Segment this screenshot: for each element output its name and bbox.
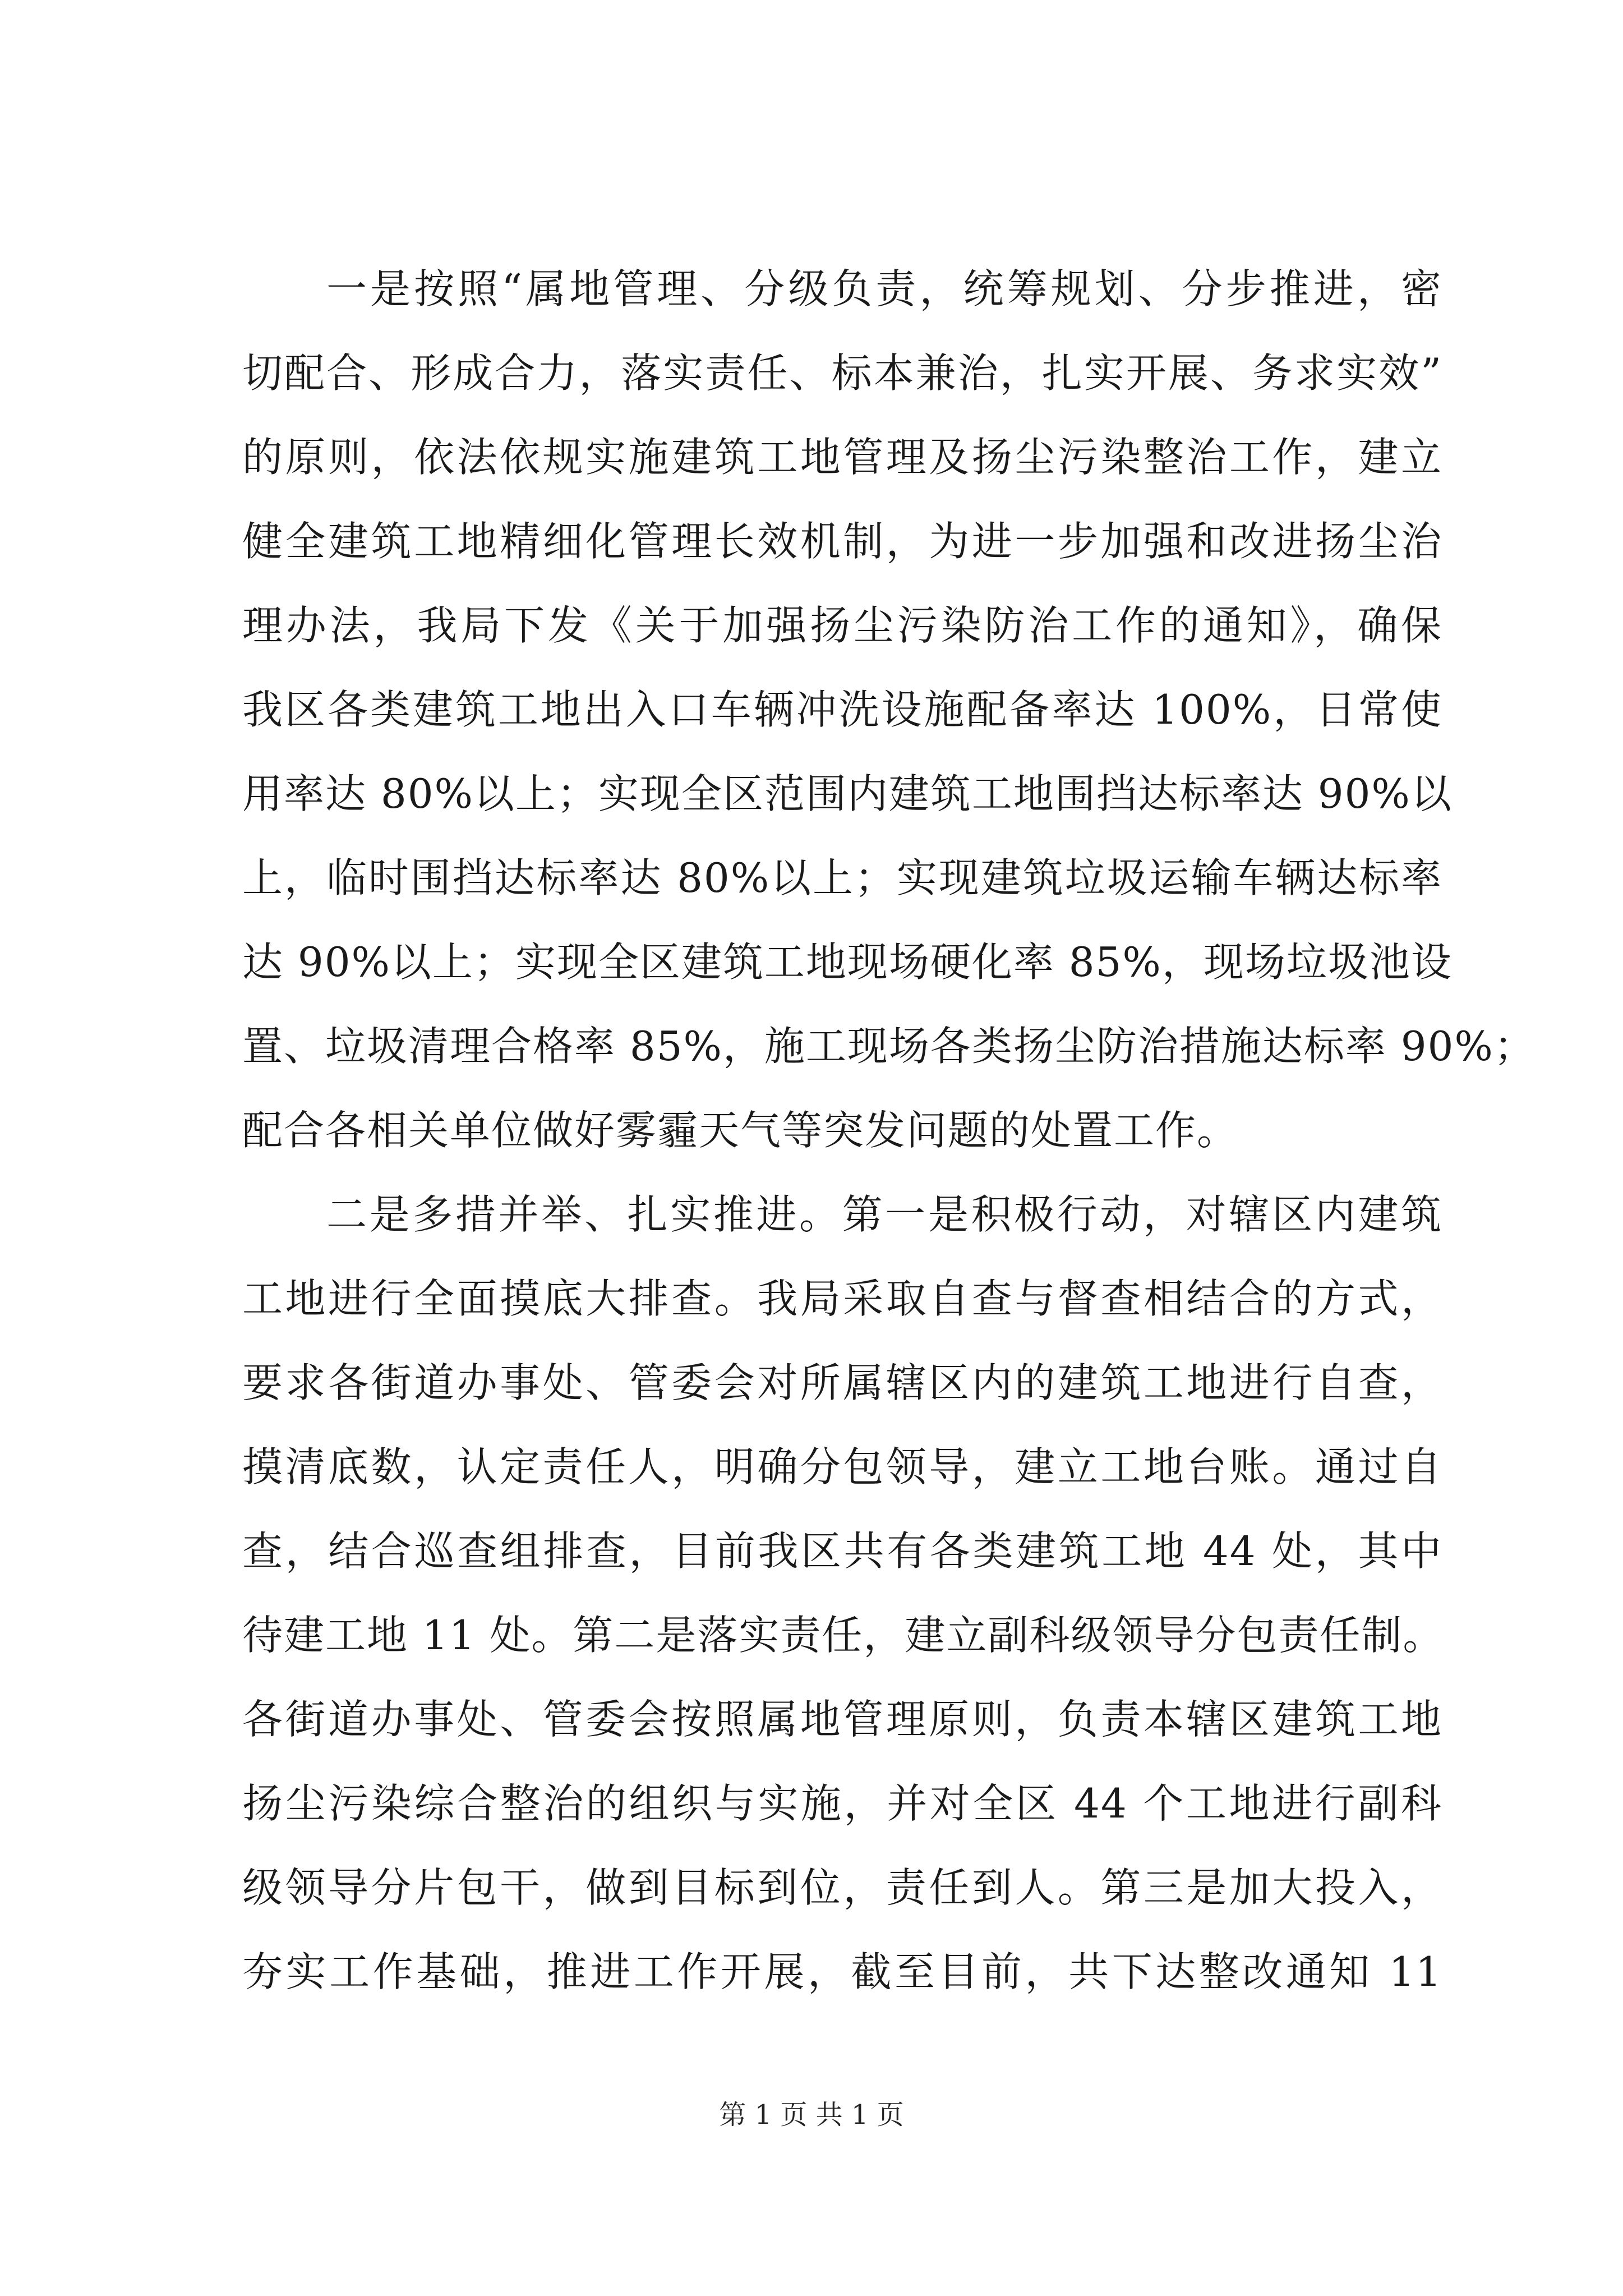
paragraph-1-line-2: 切配合、形成合力，落实责任、标本兼治，扎实开展、务求实效” [242,349,1442,397]
paragraph-1-line-7: 用率达 80%以上；实现全区范围内建筑工地围挡达标率达 90%以 [242,770,1453,817]
paragraph-1-line-11: 配合各相关单位做好雾霾天气等突发问题的处置工作。 [242,1107,1239,1154]
paragraph-2-line-10: 夯实工作基础，推进工作开展，截至目前，共下达整改通知 11 [242,1948,1442,1995]
paragraph-1-line-4: 健全建筑工地精细化管理长效机制，为进一步加强和改进扬尘治 [242,518,1442,565]
paragraph-2-line-8: 扬尘污染综合整治的组织与实施，并对全区 44 个工地进行副科 [242,1780,1442,1827]
paragraph-2-line-6: 待建工地 11 处。第二是落实责任，建立副科级领导分包责任制。 [242,1612,1445,1659]
page-number-footer: 第 1 页 共 1 页 [719,2099,904,2131]
paragraph-2-line-9: 级领导分片包干，做到目标到位，责任到人。第三是加大投入， [242,1864,1442,1911]
paragraph-1-line-1: 一是按照“属地管理、分级负责，统筹规划、分步推进，密 [326,265,1442,312]
paragraph-1-line-10: 置、垃圾清理合格率 85%，施工现场各类扬尘防治措施达标率 90%； [242,1023,1536,1070]
paragraph-1-line-9: 达 90%以上；实现全区建筑工地现场硬化率 85%，现场垃圾池设 [242,938,1453,986]
paragraph-2-line-7: 各街道办事处、管委会按照属地管理原则，负责本辖区建筑工地 [242,1696,1442,1743]
paragraph-2-line-1: 二是多措并举、扎实推进。第一是积极行动，对辖区内建筑 [326,1191,1442,1238]
paragraph-2-line-3: 要求各街道办事处、管委会对所属辖区内的建筑工地进行自查， [242,1359,1442,1406]
paragraph-1-line-8: 上，临时围挡达标率达 80%以上；实现建筑垃圾运输车辆达标率 [242,854,1442,901]
paragraph-2-line-5: 查，结合巡查组排查，目前我区共有各类建筑工地 44 处，其中 [242,1527,1442,1575]
paragraph-1-line-3: 的原则，依法依规实施建筑工地管理及扬尘污染整治工作，建立 [242,434,1442,481]
paragraph-1-line-5: 理办法，我局下发《关于加强扬尘污染防治工作的通知》，确保 [242,602,1442,649]
paragraph-1-line-6: 我区各类建筑工地出入口车辆冲洗设施配备率达 100%，日常使 [242,686,1442,733]
paragraph-2-line-2: 工地进行全面摸底大排查。我局采取自查与督查相结合的方式， [242,1275,1442,1322]
paragraph-2-line-4: 摸清底数，认定责任人，明确分包领导，建立工地台账。通过自 [242,1443,1442,1490]
